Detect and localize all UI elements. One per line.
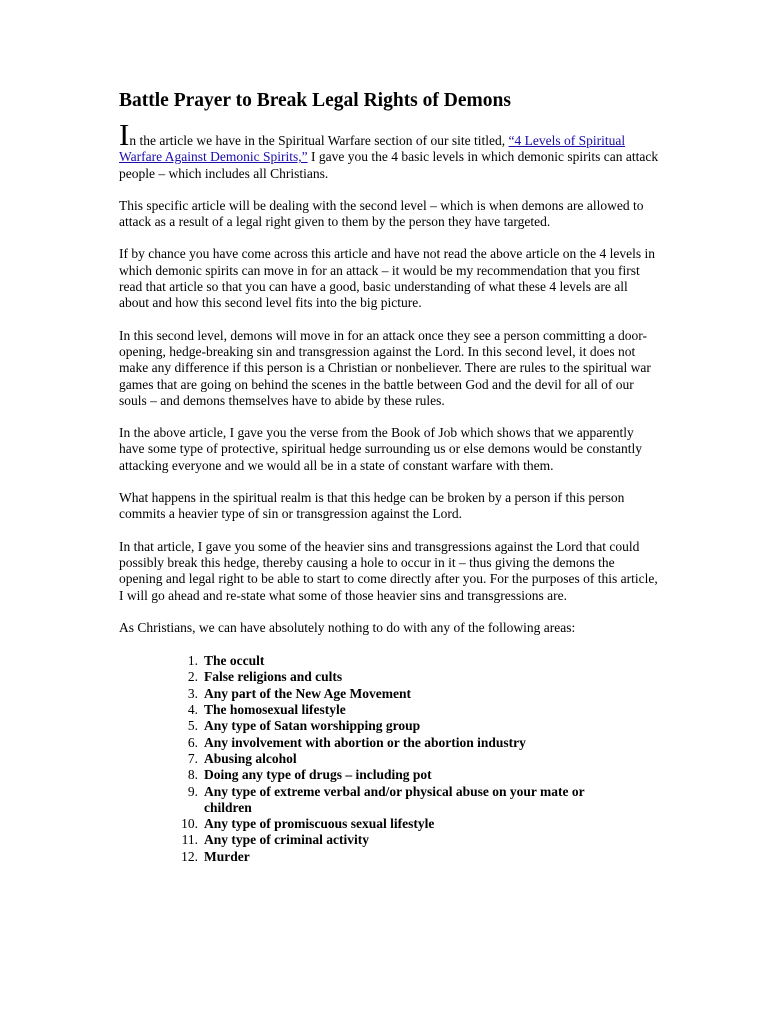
intro-paragraph (119, 117, 659, 182)
list-item-text: Murder (204, 848, 250, 864)
list-item-text: False religions and cults (204, 669, 343, 685)
page-title: Battle Prayer to Break Legal Rights of Demons (119, 90, 511, 111)
list-item-text: Abusing alcohol (204, 750, 297, 766)
list-item (174, 702, 594, 718)
list-item-text: Any type of extreme verbal and/or physical abuse on your mate or children (204, 783, 585, 815)
list-item-text: The occult (204, 653, 265, 669)
list-number: 8. (187, 767, 198, 783)
list-item (174, 751, 594, 767)
list-number: 4. (187, 702, 198, 718)
list-number: 12. (181, 848, 198, 864)
intro-text-after-link: I gave you the 4 basic levels in which demonic spirits can attack people – which includes all Christians. (119, 149, 659, 181)
list-item (174, 816, 594, 832)
paragraph-list-intro: As Christians, we can have absolutely nothing to do with any of the following areas: (119, 619, 576, 635)
list-item (174, 849, 594, 865)
list-item (174, 832, 594, 848)
list-number: 5. (187, 718, 198, 734)
list-number: 1. (187, 653, 198, 669)
article-link-4-levels[interactable]: “4 Levels of Spiritual Warfare Against Demonic Spirits,” (119, 133, 626, 165)
list-number: 7. (187, 750, 198, 766)
sins-list (174, 653, 594, 865)
list-number: 3. (187, 685, 198, 701)
list-item-text: The homosexual lifestyle (204, 702, 346, 718)
list-item-text: Any type of Satan worshipping group (204, 718, 421, 734)
list-item-text: Any type of promiscuous sexual lifestyle (204, 816, 435, 832)
list-item-text: Any involvement with abortion or the abortion industry (204, 734, 526, 750)
list-item (174, 653, 594, 669)
paragraph-attack-rules: In this second level, demons will move in for an attack once they see a person committing a door-opening, hedge-breaking sin and transgression against the Lord. In this second level, it does not make any difference if this person is a Christian or nonbeliever. There are rules to the spiritual war games that are going on behind the scenes in the battle between God and the devil for all of our souls – and demons themselves have to abide by these rules. (119, 327, 651, 408)
list-item (174, 735, 594, 751)
paragraph-recommendation: If by chance you have come across this article and have not read the above article on the 4 levels in which demonic spirits can move in for an attack – it would be my recommendation that you first read that article so that you can have a good, basic understanding of what these 4 levels are all about and how this second level fits into the big picture. (119, 246, 656, 311)
list-number: 9. (187, 783, 198, 799)
list-number: 10. (181, 816, 198, 832)
list-number: 6. (187, 734, 198, 750)
list-item-text: Any type of criminal activity (204, 832, 369, 848)
list-item-text: Any part of the New Age Movement (204, 685, 411, 701)
list-item-text: Doing any type of drugs – including pot (204, 767, 432, 783)
intro-text-before-link: n the article we have in the Spiritual Warfare section of our site titled, (129, 133, 509, 148)
list-item (174, 767, 594, 783)
paragraph-book-of-job: In the above article, I gave you the verse from the Book of Job which shows that we apparently have some type of protective, spiritual hedge surrounding us or else demons would be constantly attacking everyone and we would all be in a state of constant warfare with them. (119, 425, 643, 473)
paragraph-heavier-sins: In that article, I gave you some of the heavier sins and transgressions against the Lord that could possibly break this hedge, thereby causing a hole to occur in it – thus giving the demons the opening and legal right to be able to start to come directly after you. For the purposes of this article, I will go ahead and re-state what some of those heavier sins and transgressions are. (119, 538, 658, 603)
list-item (174, 784, 594, 817)
list-item (174, 686, 594, 702)
list-number: 2. (187, 669, 198, 685)
document-page (119, 89, 659, 865)
list-item (174, 669, 594, 685)
drop-cap: I (119, 117, 130, 152)
paragraph-hedge-broken: What happens in the spiritual realm is that this hedge can be broken by a person if this person commits a heavier type of sin or transgression against the Lord. (119, 490, 625, 522)
list-number: 11. (181, 832, 198, 848)
list-item (174, 718, 594, 734)
paragraph-second-level: This specific article will be dealing with the second level – which is when demons are allowed to attack as a result of a legal right given to them by the person they have targeted. (119, 197, 644, 230)
